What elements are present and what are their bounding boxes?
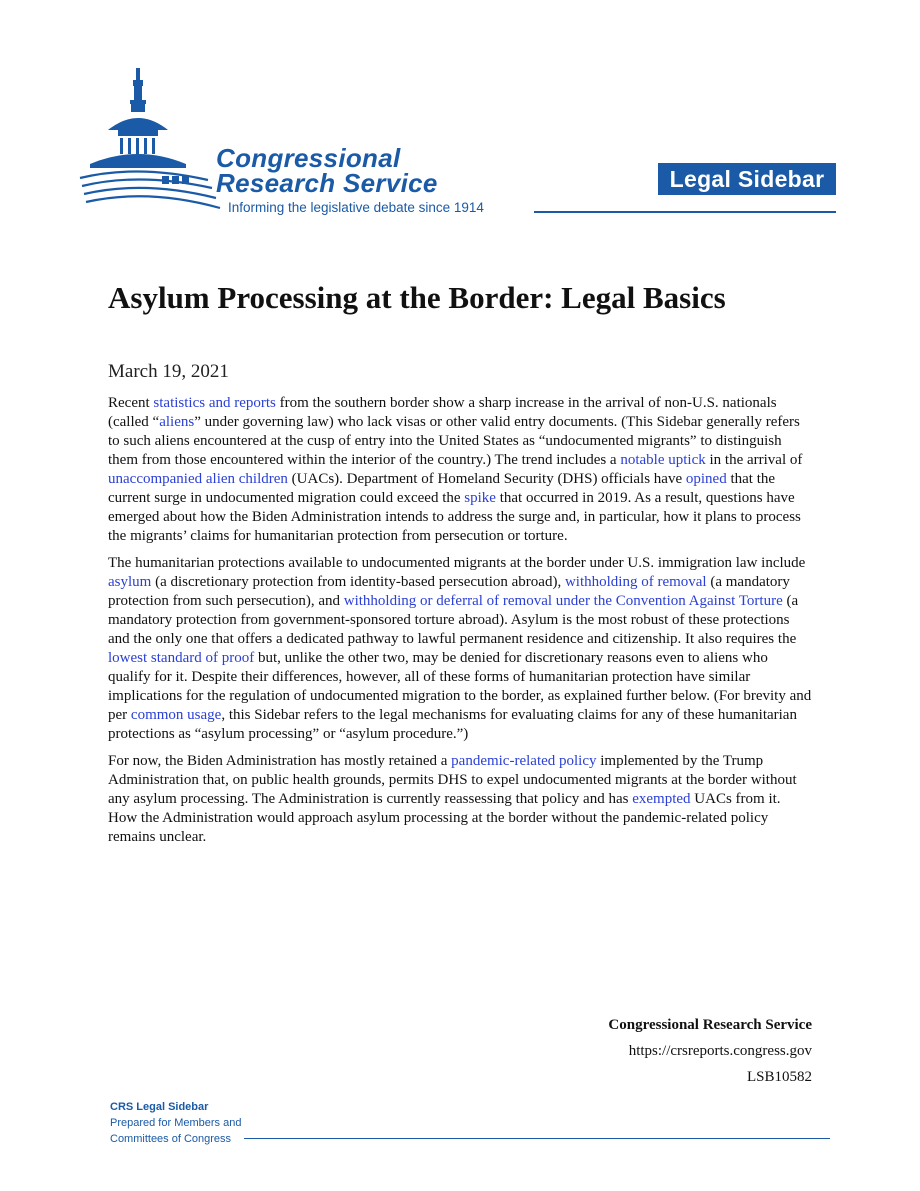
link-opined[interactable]: opined <box>685 471 727 487</box>
footer-series-title: CRS Legal Sidebar <box>110 1101 209 1113</box>
link-exempted[interactable]: exempted <box>632 791 691 807</box>
text-run: but, unlike the other two, may be denied for discretionary reasons even to aliens who qualify for it. Despite their differences, however, all of these forms of humanitarian protection have similar implications for the regulation of undocumented migration to the border, as explained further below. (For brevity and per <box>108 650 812 723</box>
document-title: Asylum Processing at the Border: Legal Basics <box>108 280 726 315</box>
link-lowest-standard-of-proof[interactable]: lowest standard of proof <box>108 650 255 666</box>
publication-date: March 19, 2021 <box>108 361 229 382</box>
text-run: Recent <box>108 395 154 411</box>
footer-org-name: Congressional Research Service <box>608 1017 812 1033</box>
text-run: from the southern border show a sharp increase in the arrival of non-U.S. nationals (called “ <box>108 395 777 430</box>
text-run: UACs from it. How the Administration would approach asylum processing at the border without the pandemic-related policy remains unclear. <box>108 791 781 845</box>
text-run: (a mandatory protection from government-sponsored torture abroad). Asylum is the most robust of these protections and the only one that offers a dedicated pathway to lawful permanent residence and citizenship. It also requires the <box>108 593 799 647</box>
link-spike[interactable]: spike <box>464 490 496 506</box>
text-run: that occurred in 2019. As a result, questions have emerged about how the Biden Administration intends to address the surge and, in particular, how it plans to process the migrants’ claims for humanitarian protection from persecution or torture. <box>108 490 801 544</box>
link-statistics-and-reports[interactable]: statistics and reports <box>153 395 276 411</box>
link-asylum[interactable]: asylum <box>108 574 152 590</box>
text-run: (a mandatory protection from such persecution), and <box>108 574 790 609</box>
link-convention-against-torture[interactable]: withholding or deferral of removal under the Convention Against Torture <box>343 593 783 609</box>
link-aliens[interactable]: aliens <box>159 414 195 430</box>
footer-url: https://crsreports.congress.gov <box>628 1043 812 1059</box>
text-run: (UACs). Department of Homeland Security (DHS) officials have <box>287 471 686 487</box>
page-header <box>78 60 838 220</box>
link-withholding-of-removal[interactable]: withholding of removal <box>564 574 707 590</box>
text-run: The humanitarian protections available to undocumented migrants at the border under U.S. immigration law include <box>108 555 806 571</box>
capitol-dome-logo <box>78 60 228 218</box>
legal-sidebar-badge: Legal Sidebar <box>658 163 836 195</box>
text-run: , this Sidebar refers to the legal mechanisms for evaluating claims for any of these humanitarian protections as “asylum processing” or “asylum procedure.”) <box>108 707 797 742</box>
document-body <box>108 394 813 855</box>
link-unaccompanied-alien-children[interactable]: unaccompanied alien children <box>108 471 288 487</box>
footer-divider <box>244 1138 830 1139</box>
text-run: that the current surge in undocumented migration could exceed the <box>108 471 776 506</box>
footer-citation <box>608 1012 812 1090</box>
header-divider <box>534 211 836 213</box>
text-run: (a discretionary protection from identity-based persecution abroad), <box>151 574 565 590</box>
text-run: For now, the Biden Administration has mostly retained a <box>108 753 452 769</box>
paragraph-3 <box>108 752 813 847</box>
text-run: implemented by the Trump Administration that, on public health grounds, permits DHS to expel undocumented migrants at the border without any asylum processing. The Administration is currently reassessing that policy and has <box>108 753 797 807</box>
link-pandemic-related-policy[interactable]: pandemic-related policy <box>451 753 597 769</box>
text-run: ” under governing law) who lack visas or other valid entry documents. (This Sidebar generally refers to such aliens encountered at the cusp of entry into the United States as “undocumented migrants” to distinguish them from those encountered within the interior of the country.) The trend includes a <box>108 414 800 468</box>
link-common-usage[interactable]: common usage <box>130 707 222 723</box>
text-run: in the arrival of <box>705 452 803 468</box>
paragraph-2 <box>108 554 813 744</box>
footer-series-line-1: Prepared for Members and <box>110 1117 242 1129</box>
footer-series-label <box>110 1099 241 1147</box>
org-line-2: Research Service <box>216 168 438 198</box>
report-code: LSB10582 <box>746 1069 812 1085</box>
link-notable-uptick[interactable]: notable uptick <box>620 452 706 468</box>
tagline: Informing the legislative debate since 1914 <box>228 200 484 215</box>
org-line-1: Congressional <box>216 143 401 173</box>
paragraph-1 <box>108 394 813 546</box>
org-wordmark <box>216 143 438 198</box>
footer-series-line-2: Committees of Congress <box>110 1133 232 1145</box>
